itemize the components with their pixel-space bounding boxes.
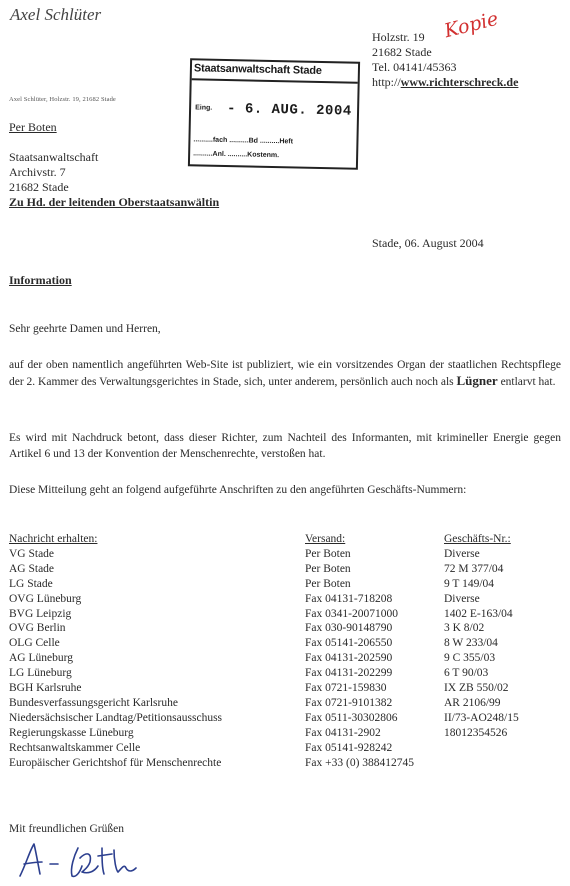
row-recipient: BVG Leipzig — [9, 607, 72, 620]
row-dispatch: Fax 05141-206550 — [305, 637, 393, 650]
paragraph-3: Diese Mitteilung geht an folgend aufgeführte Anschriften zu den angeführten Geschäfts-Nummern: — [9, 484, 467, 496]
row-recipient: Niedersächsischer Landtag/Petitionsausschuss — [9, 711, 223, 724]
row-reference: Diverse — [444, 547, 480, 560]
row-recipient: Europäischer Gerichtshof für Menschenrechte — [9, 756, 222, 769]
sender-street: Holzstr. 19 — [372, 30, 425, 44]
sender-address — [372, 30, 518, 90]
row-recipient: OVG Lüneburg — [9, 592, 82, 605]
row-recipient: LG Stade — [9, 577, 53, 590]
row-dispatch: Fax 0721-9101382 — [305, 696, 393, 709]
recipient-line-3: 21682 Stade — [9, 180, 69, 194]
header-recipient: Nachricht erhalten: — [9, 533, 98, 545]
row-reference: 3 K 8/02 — [444, 622, 485, 635]
distribution-row — [9, 547, 519, 562]
stamp-row-2: ..........Anl. ..........Kostenm. — [193, 150, 280, 160]
stamp-date: - 6. AUG. 2004 — [226, 101, 352, 120]
place-date: Stade, 06. August 2004 — [372, 236, 484, 250]
sender-name: Axel Schlüter — [10, 5, 102, 24]
row-recipient: OLG Celle — [9, 637, 60, 650]
distribution-row — [9, 726, 519, 741]
row-dispatch: Per Boten — [305, 562, 351, 575]
stamp-authority: Staatsanwaltschaft Stade — [193, 62, 322, 77]
distribution-row — [9, 741, 519, 756]
row-dispatch: Fax +33 (0) 388412745 — [305, 756, 415, 769]
row-dispatch: Fax 0511-30302806 — [305, 711, 398, 724]
distribution-header-row — [9, 532, 519, 547]
paragraph-1-bold: Lügner — [456, 373, 498, 388]
paragraph-1-end: entlarvt hat. — [497, 376, 556, 388]
sender-phone: Tel. 04141/45363 — [372, 60, 457, 74]
distribution-row — [9, 651, 519, 666]
recipient-line-2: Archivstr. 7 — [9, 165, 66, 179]
distribution-row — [9, 696, 519, 711]
row-recipient: Regierungskasse Lüneburg — [9, 726, 134, 739]
row-dispatch: Fax 030-90148790 — [305, 622, 393, 635]
row-reference: 6 T 90/03 — [444, 667, 489, 680]
row-dispatch: Per Boten — [305, 577, 351, 590]
row-reference — [444, 756, 519, 771]
recipient-attention: Zu Hd. der leitenden Oberstaatsanwältin — [9, 195, 220, 209]
row-dispatch: Fax 0341-20071000 — [305, 607, 398, 620]
delivery-method: Per Boten — [9, 120, 57, 134]
row-recipient: OVG Berlin — [9, 622, 66, 635]
signature — [16, 838, 146, 882]
distribution-row — [9, 592, 519, 607]
distribution-row — [9, 711, 519, 726]
row-recipient: Rechtsanwaltskammer Celle — [9, 741, 141, 754]
website-link[interactable]: www.richterschreck.de — [400, 75, 519, 89]
row-dispatch: Fax 05141-928242 — [305, 741, 393, 754]
sender-website[interactable] — [372, 75, 518, 90]
row-dispatch: Fax 04131-2902 — [305, 726, 381, 739]
distribution-table — [9, 532, 519, 771]
row-dispatch: Per Boten — [305, 547, 351, 560]
row-dispatch: Fax 04131-202590 — [305, 652, 393, 665]
paragraph-2: Es wird mit Nachdruck betont, dass dieser Richter, zum Nachteil des Informanten, mit krimineller Energie gegen Artikel 6 und 13 der Konvention der Menschenrechte, verstoßen hat. — [9, 432, 561, 460]
row-reference: 18012354526 — [444, 726, 508, 739]
distribution-row — [9, 621, 519, 636]
paragraph-1-text: auf der oben namentlich angeführten Web-Site ist publiziert, wie ein vorsitzendes Organ der staatlichen Rechtspflege der 2. Kammer des Verwaltungsgerichtes in Stade, sich, unter anderem, persönlich auch noch als — [9, 359, 561, 388]
row-reference: IX ZB 550/02 — [444, 682, 509, 695]
row-dispatch: Fax 0721-159830 — [305, 682, 387, 695]
row-dispatch: Fax 04131-202299 — [305, 667, 393, 680]
row-reference: 72 M 377/04 — [444, 562, 504, 575]
row-reference: 8 W 233/04 — [444, 637, 498, 650]
row-reference: 1402 E-163/04 — [444, 607, 513, 620]
stamp-row-1: ..........fach ..........Bd ..........Heft — [193, 136, 294, 146]
subject: Information — [9, 273, 72, 287]
row-reference: AR 2106/99 — [444, 696, 501, 709]
row-reference: Diverse — [444, 592, 480, 605]
return-address-line: Axel Schlüter, Holzstr. 19, 21682 Stade — [9, 96, 116, 103]
kopie-mark: Kopie — [442, 7, 501, 43]
header-dispatch: Versand: — [305, 533, 346, 545]
row-recipient: LG Lüneburg — [9, 667, 72, 680]
salutation: Sehr geehrte Damen und Herren, — [9, 323, 161, 335]
url-prefix: http:// — [372, 75, 401, 89]
stamp-eing-label: Eing. — [195, 104, 213, 112]
distribution-row — [9, 666, 519, 681]
header-reference: Geschäfts-Nr.: — [444, 533, 511, 545]
distribution-row — [9, 681, 519, 696]
row-recipient: AG Lüneburg — [9, 652, 73, 665]
recipient-line-1: Staatsanwaltschaft — [9, 150, 99, 164]
paragraph-1 — [9, 357, 561, 390]
row-reference: 9 T 149/04 — [444, 577, 495, 590]
row-recipient: VG Stade — [9, 547, 55, 560]
sender-city: 21682 Stade — [372, 45, 432, 59]
distribution-row — [9, 607, 519, 622]
row-recipient: Bundesverfassungsgericht Karlsruhe — [9, 696, 178, 709]
row-recipient: BGH Karlsruhe — [9, 682, 82, 695]
recipient-address — [9, 150, 219, 210]
row-reference — [444, 741, 519, 756]
distribution-row — [9, 636, 519, 651]
distribution-row — [9, 756, 519, 771]
distribution-row — [9, 562, 519, 577]
row-recipient: AG Stade — [9, 562, 55, 575]
distribution-row — [9, 577, 519, 592]
row-reference: 9 C 355/03 — [444, 652, 496, 665]
row-reference: II/73-AO248/15 — [444, 711, 519, 724]
closing: Mit freundlichen Grüßen — [9, 823, 124, 835]
row-dispatch: Fax 04131-718208 — [305, 592, 393, 605]
